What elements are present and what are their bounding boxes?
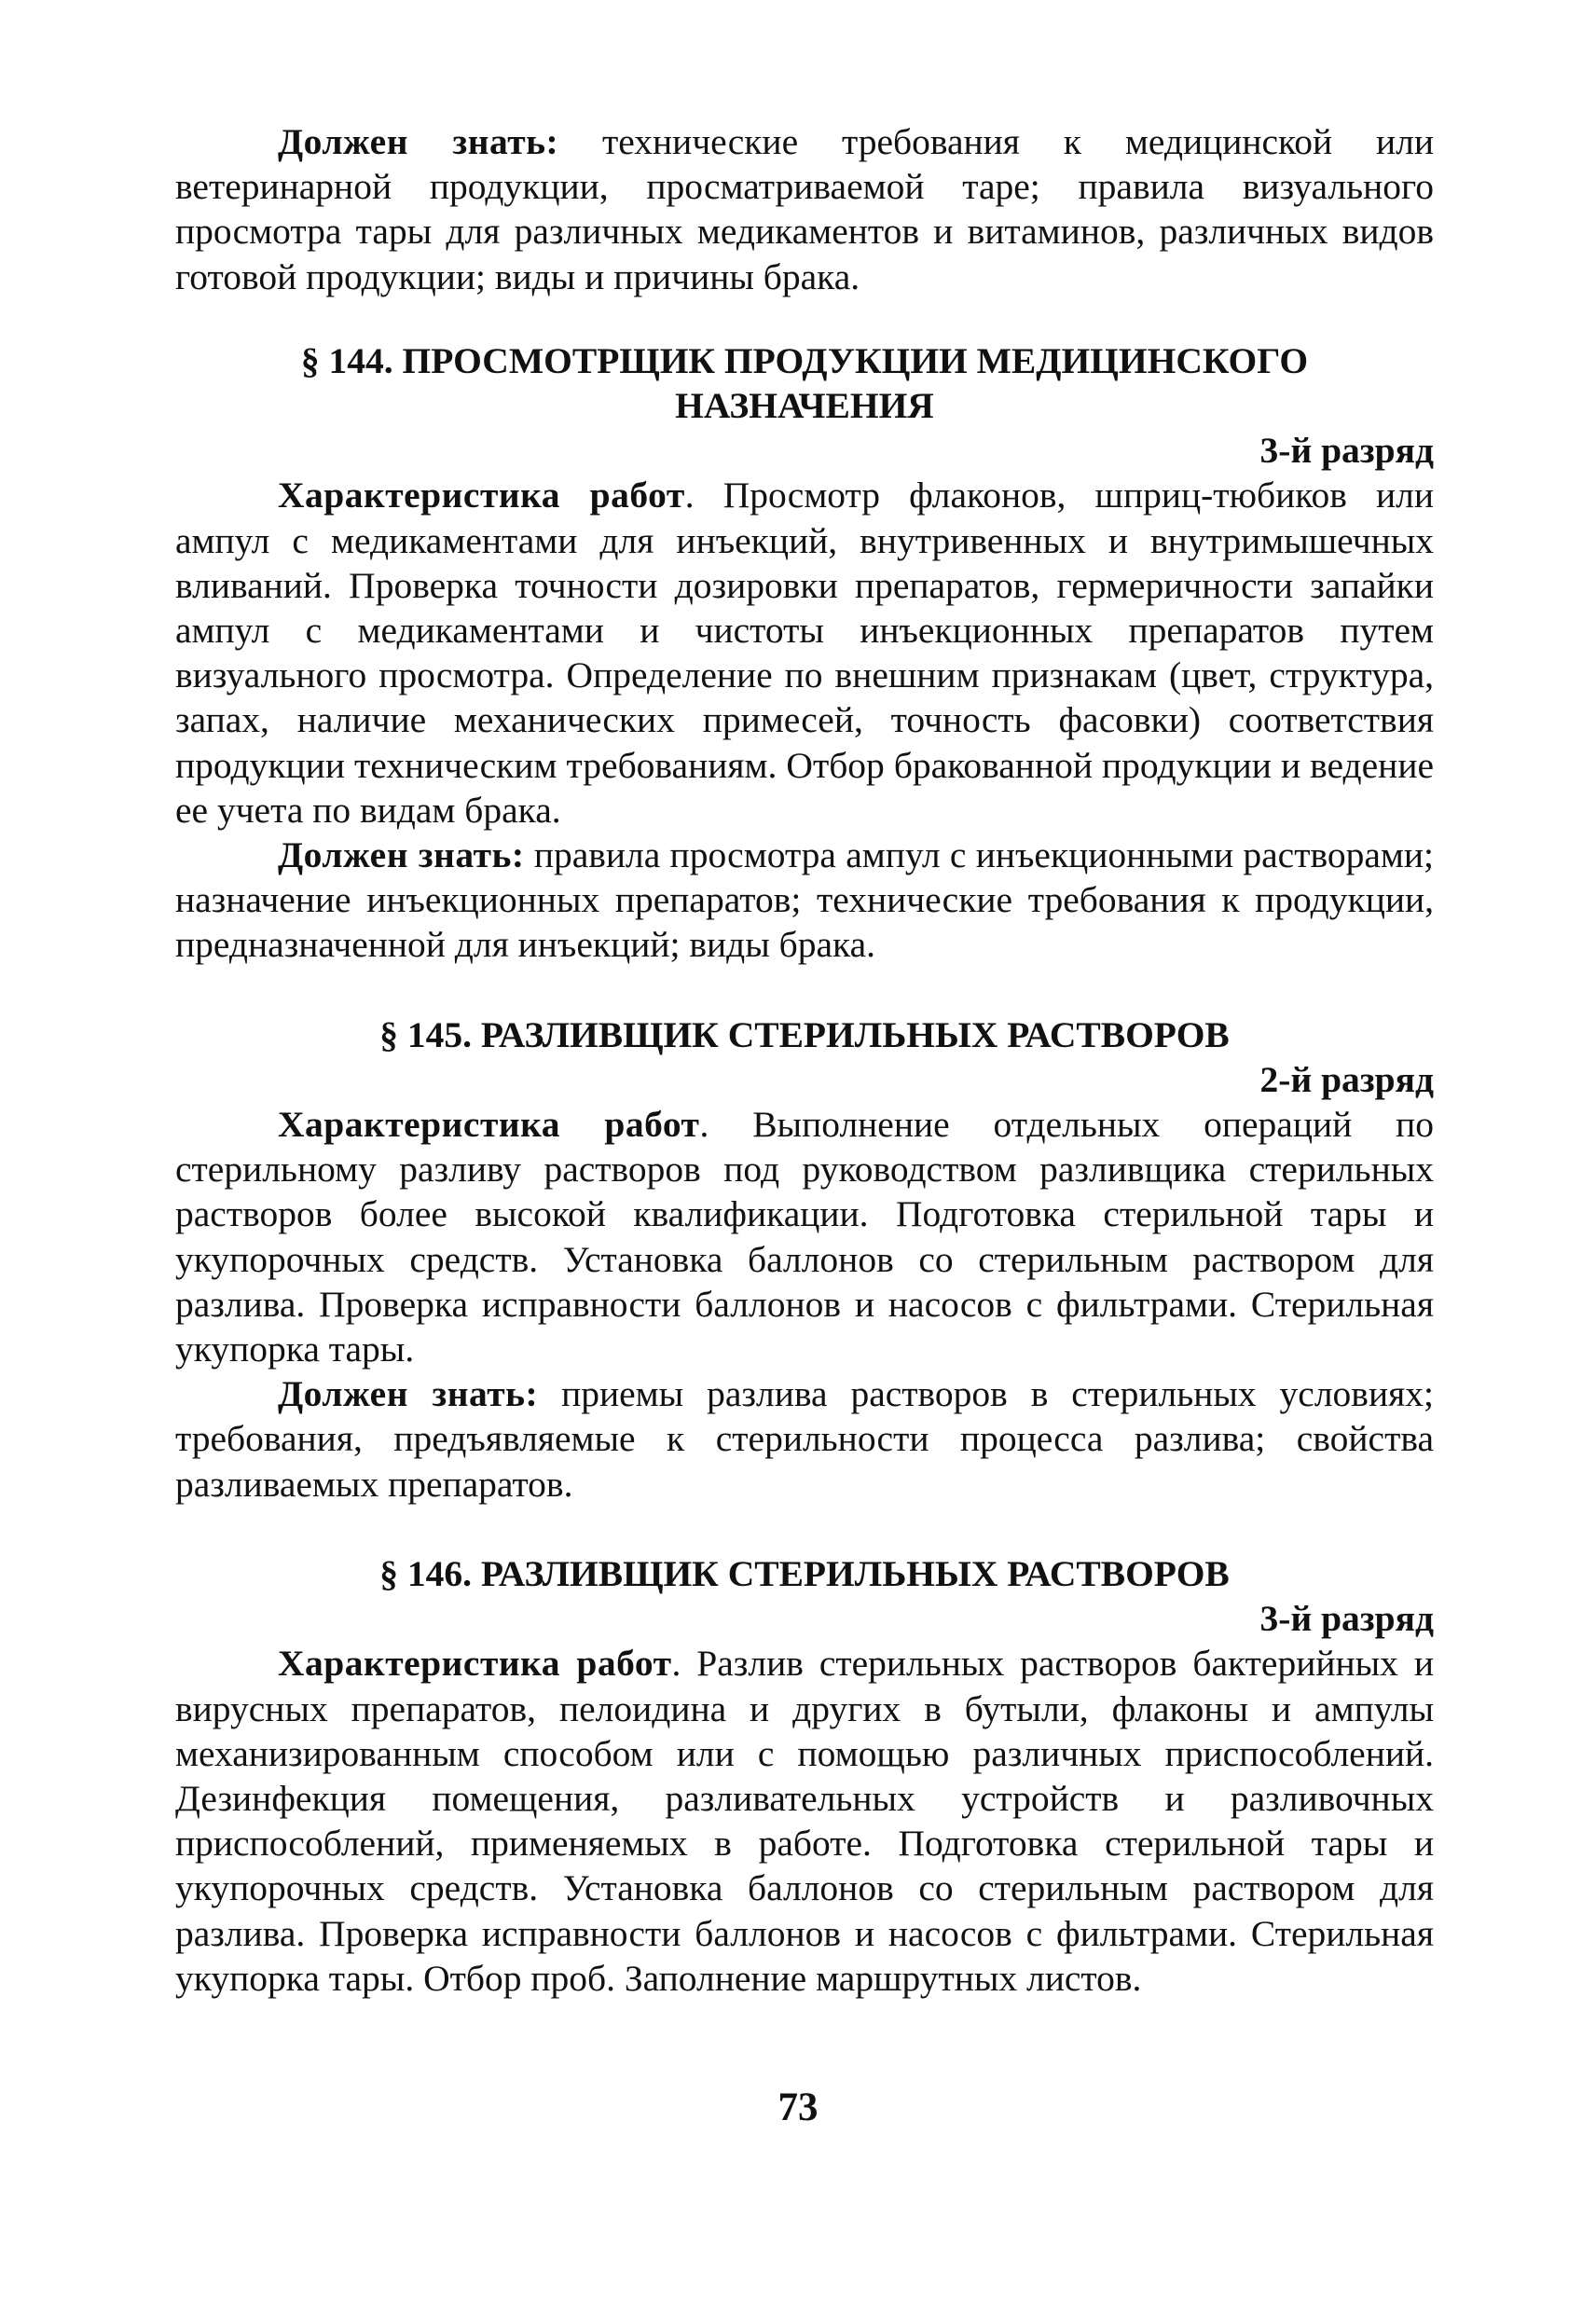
work-label: Характеристика работ (278, 1643, 672, 1685)
section-146 (175, 1551, 1434, 2001)
work-text: . Разлив стерильных растворов бактерийных и вирусных препаратов, пелоидина и других в бутыли, флаконы и ампулы механизированным способом или с помощью различных приспособлений. Дезинфекция помещения, разливательных устройств и разливочных приспособлений, применяемых в работе. Подготовка стерильной тары и укупорочных средств. Установка баллонов со стерильным раствором для разлива. Проверка исправности баллонов и насосов с фильтрами. Стерильная укупорка тары. Отбор проб. Заполнение маршрутных листов. (175, 1643, 1434, 1999)
work-paragraph (175, 473, 1434, 833)
know-paragraph (175, 833, 1434, 968)
work-text: . Выполнение отдельных операций по стерильному разливу растворов под руководством разливщика стерильных растворов более высокой квалификации. Подготовка стерильной тары и укупорочных средств. Установка баллонов со стерильным раствором для разлива. Проверка исправности баллонов и насосов с фильтрами. Стерильная укупорка тары. (175, 1104, 1434, 1370)
know-text: правила просмотра ампул с инъекционными растворами; назначение инъекционных препаратов; технические требования к продукции, предназначенной для инъекций; виды брака. (175, 834, 1434, 966)
work-label: Характеристика работ (278, 475, 685, 516)
intro-paragraph (175, 119, 1434, 299)
work-label: Характеристика работ (278, 1104, 700, 1146)
section-144 (175, 338, 1434, 968)
section-145 (175, 1012, 1434, 1507)
know-text: приемы разлива растворов в стерильных условиях; требования, предъявляемые к стерильности процесса разлива; свойства разливаемых препаратов. (175, 1373, 1434, 1505)
work-paragraph (175, 1102, 1434, 1371)
know-paragraph (175, 1371, 1434, 1507)
work-paragraph (175, 1641, 1434, 2001)
know-label: Должен знать: (278, 834, 525, 876)
section-heading: § 144. ПРОСМОТРЩИК ПРОДУКЦИИ МЕДИЦИНСКОГО НАЗНАЧЕНИЯ (300, 339, 1309, 427)
know-label: Должен знать: (278, 1373, 539, 1415)
section-grade: 2-й разряд (1259, 1058, 1434, 1100)
work-text: . Просмотр флаконов, шприц-тюбиков или ампул с медикаментами для инъекций, внутривенных и внутримышечных вливаний. Проверка точности дозировки препаратов, гермеричности запайки ампул с медикаментами и чистоты инъекционных препаратов путем визуального просмотра. Определение по внешним признакам (цвет, структура, запах, наличие механических примесей, точность фасовки) соответствия продукции техническим требованиям. Отбор бракованной продукции и ведение ее учета по видам брака. (175, 475, 1434, 831)
section-grade: 3-й разряд (1259, 430, 1434, 472)
page-number: 73 (777, 2086, 819, 2129)
section-heading: § 145. РАЗЛИВЩИК СТЕРИЛЬНЫХ РАСТВОРОВ (379, 1013, 1230, 1055)
section-heading: § 146. РАЗЛИВЩИК СТЕРИЛЬНЫХ РАСТВОРОВ (379, 1552, 1230, 1594)
intro-text: технические требования к медицинской или ветеринарной продукции, просматриваемой таре; правила визуального просмотра тары для различных медикаментов и витаминов, различных видов готовой продукции; виды и причины брака. (175, 121, 1434, 297)
intro-block (175, 119, 1434, 299)
section-grade: 3-й разряд (1259, 1598, 1434, 1640)
document-page (175, 119, 1434, 2001)
intro-label: Должен знать: (278, 121, 559, 162)
